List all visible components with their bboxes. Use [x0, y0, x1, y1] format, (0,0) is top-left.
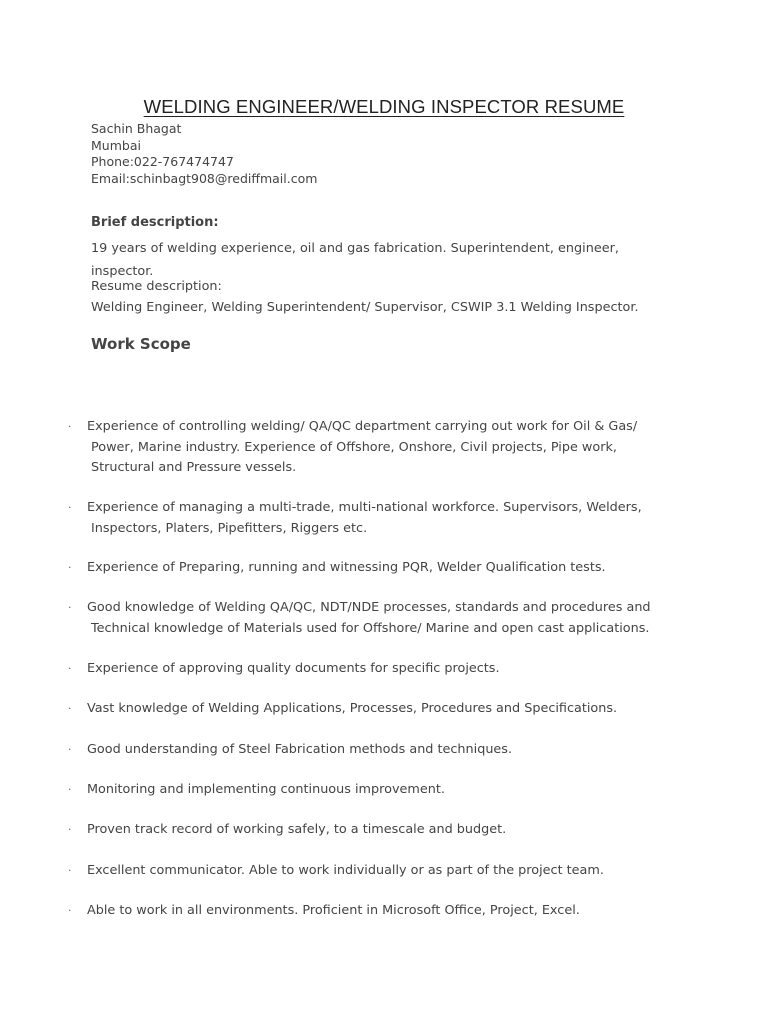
bullet-icon: · — [68, 783, 72, 796]
list-item — [68, 417, 708, 479]
list-item-line: Vast knowledge of Welding Applications, Processes, Procedures and Specifications. — [87, 701, 618, 716]
list-item-line: Good understanding of Steel Fabrication methods and techniques. — [87, 742, 513, 757]
contact-city: Mumbai — [91, 137, 141, 153]
list-item-line: Experience of managing a multi-trade, multi-national workforce. Supervisors, Welders, — [87, 500, 642, 515]
list-item — [68, 740, 708, 761]
contact-block — [91, 121, 317, 187]
list-item-line: Monitoring and implementing continuous improvement. — [87, 782, 445, 797]
list-item-line: Good knowledge of Welding QA/QC, NDT/NDE processes, standards and procedures and — [87, 600, 651, 615]
bullet-icon: · — [68, 501, 72, 514]
bullet-icon: · — [68, 823, 72, 836]
contact-email: Email:schinbagt908@rediffmail.com — [91, 170, 318, 186]
brief-heading: Brief description: — [91, 215, 219, 230]
list-item — [68, 558, 708, 579]
bullet-icon: · — [68, 662, 72, 675]
bullet-icon: · — [68, 601, 72, 614]
list-item — [68, 659, 708, 680]
list-item — [68, 901, 708, 922]
resume-description-label: Resume description: — [91, 279, 222, 294]
bullet-icon: · — [68, 904, 72, 917]
page-title: WELDING ENGINEER/WELDING INSPECTOR RESUME — [143, 96, 625, 117]
list-item — [68, 780, 708, 801]
list-item — [68, 820, 708, 841]
list-item — [68, 498, 708, 539]
bullet-icon: · — [68, 864, 72, 877]
work-scope-heading: Work Scope — [91, 335, 191, 353]
list-item-line: Able to work in all environments. Proficient in Microsoft Office, Project, Excel. — [87, 903, 580, 918]
list-item — [68, 598, 708, 639]
list-item-line: Experience of controlling welding/ QA/QC department carrying out work for Oil & Gas/ — [87, 419, 638, 434]
list-item-line: Power, Marine industry. Experience of Offshore, Onshore, Civil projects, Pipe work, — [91, 439, 617, 455]
list-item-line: Inspectors, Platers, Pipefitters, Riggers etc. — [91, 520, 368, 536]
list-item-line: Proven track record of working safely, to a timescale and budget. — [87, 822, 507, 837]
contact-name: Sachin Bhagat — [91, 121, 182, 136]
list-item-line: Experience of Preparing, running and witnessing PQR, Welder Qualification tests. — [87, 560, 606, 575]
list-item-line: Experience of approving quality documents for specific projects. — [87, 661, 500, 676]
bullet-icon: · — [68, 743, 72, 756]
list-item — [68, 699, 708, 720]
list-item — [68, 861, 708, 882]
bullet-icon: · — [68, 420, 72, 433]
list-item-line: Technical knowledge of Materials used for Offshore/ Marine and open cast applications. — [91, 620, 650, 636]
resume-description-text: Welding Engineer, Welding Superintendent/ Supervisor, CSWIP 3.1 Welding Inspector. — [91, 300, 639, 315]
brief-line: 19 years of welding experience, oil and gas fabrication. Superintendent, engineer, — [91, 241, 619, 256]
list-item-line: Excellent communicator. Able to work individually or as part of the project team. — [87, 863, 604, 878]
brief-text — [91, 237, 661, 283]
list-item-line: Structural and Pressure vessels. — [91, 460, 297, 475]
bullet-icon: · — [68, 561, 72, 574]
bullet-icon: · — [68, 702, 72, 715]
brief-line: inspector. — [91, 264, 154, 279]
contact-phone: Phone:022-767474747 — [91, 154, 234, 169]
